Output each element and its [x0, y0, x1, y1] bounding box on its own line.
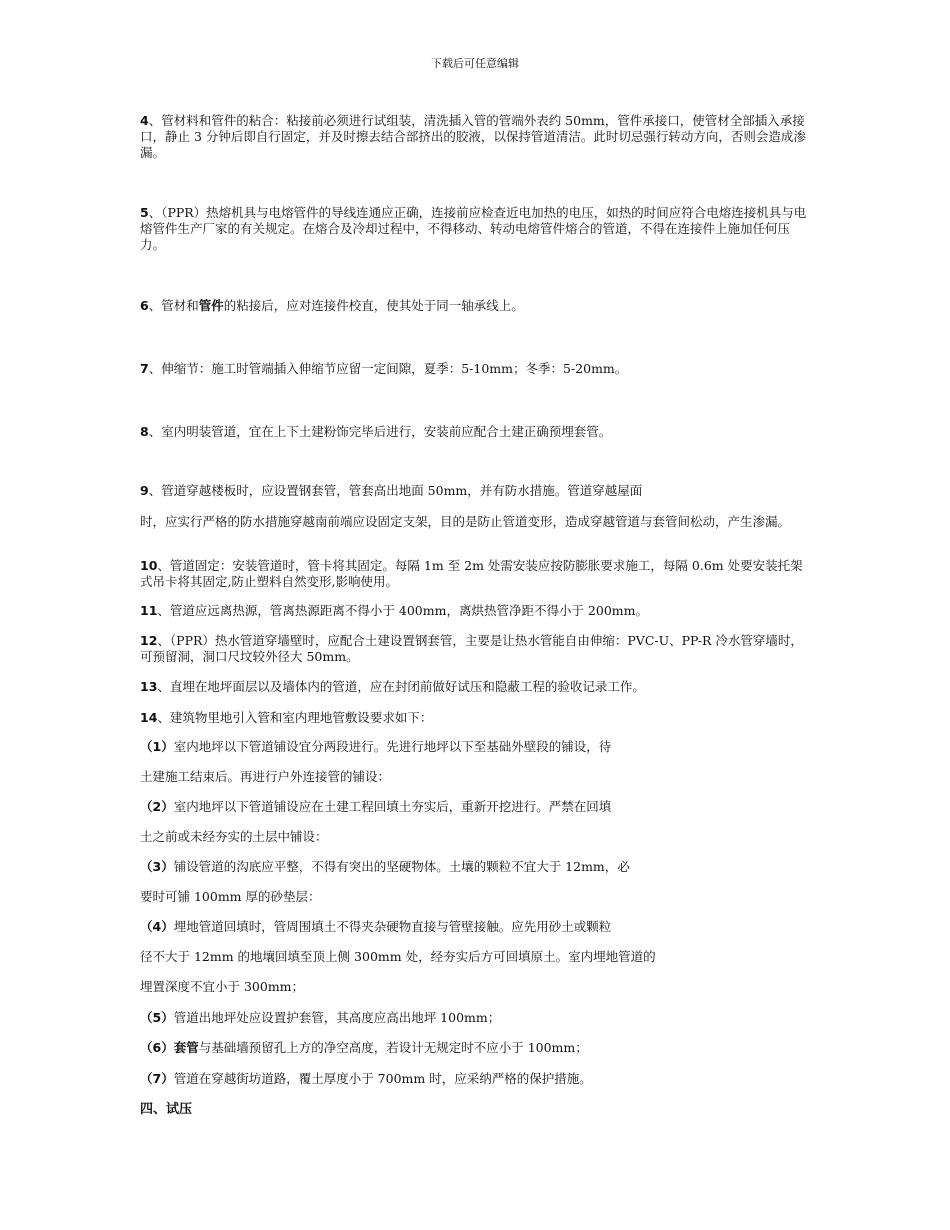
item-number: （7） [140, 1071, 174, 1086]
paragraph-text: 管道出地坪处应设置护套管，其高度应高出地坪 100mm； [173, 1010, 501, 1025]
paragraph-text: 、（PPR）热水管道穿墙壁时，应配合土建设置钢套管，主要是让热水管能自由伸缩：PVC-U、PP-R 冷水管穿墙时，可预留洞，洞口尺坟较外径大 50mm。 [140, 633, 803, 664]
list-item-5 [140, 1010, 812, 1026]
paragraph-text: 与基础墙预留孔上方的净空高度，若设计无规定时不应小于 100mm； [198, 1040, 588, 1055]
paragraph-text: 管道在穿越街坊道路，覆土厚度小于 700mm 时，应采纳严格的保护措施。 [173, 1071, 592, 1086]
item-number: 11 [140, 603, 158, 618]
paragraph-text: 、管道穿越楼板时，应设置钢套管，管套高出地面 50mm，并有防水措施。管道穿越屋面 [148, 483, 643, 498]
list-item-1-cont [140, 769, 812, 785]
paragraph-text: 、管道应远离热源，管离热源距离不得小于 400mm，离烘热管净距不得小于 200mm。 [157, 603, 648, 618]
paragraph-9 [140, 483, 812, 499]
item-number: （2） [140, 799, 174, 814]
paragraph-text: 要时可铺 100mm 厚的砂垫层： [140, 889, 321, 904]
paragraph-text: 、建筑物里地引入管和室内理地管敷设要求如下： [157, 710, 433, 725]
list-item-4 [140, 919, 812, 935]
list-item-2 [140, 799, 812, 815]
paragraph-5 [140, 205, 812, 253]
item-number: （6） [140, 1040, 174, 1055]
bold-term: 管件 [198, 298, 224, 313]
paragraph-text: 、管材料和管件的粘合：粘接前必须进行试组装，清洗插入管的管端外表约 50mm，管件承接口，使管材全部插入承接口，静止 3 分钟后即自行固定，并及时擦去结合部挤出的胶液，以保持管道清洁。此时切忌强行转动方向，否则会造成渗漏。 [140, 113, 806, 160]
item-number: 5 [140, 205, 149, 220]
list-item-7 [140, 1071, 812, 1087]
section-heading: 四、试压 [140, 1102, 193, 1117]
paragraph-text: 、室内明装管道，宜在上下土建粉饰完毕后进行，安装前应配合土建正确预埋套管。 [148, 424, 612, 439]
item-number: 8 [140, 424, 149, 439]
page-header: 下载后可任意编辑 [431, 57, 519, 70]
item-number: （1） [140, 739, 174, 754]
paragraph-10 [140, 558, 812, 590]
paragraph-9-cont [140, 514, 812, 530]
paragraph-8 [140, 424, 812, 440]
list-item-3 [140, 859, 812, 875]
paragraph-14 [140, 710, 812, 726]
paragraph-text: 、直埋在地坪面层以及墙体内的管道，应在封闭前做好试压和隐蔽工程的验收记录工作。 [157, 679, 645, 694]
item-number: 7 [140, 361, 149, 376]
paragraph-text: 室内地坪以下管道铺设应在土建工程回填土夯实后，重新开挖进行。严禁在回填 [173, 799, 612, 814]
paragraph-13 [140, 679, 812, 695]
paragraph-7 [140, 361, 812, 377]
item-number: 12 [140, 633, 158, 648]
paragraph-12 [140, 633, 812, 665]
paragraph-text: 土之前或未经夯实的土层中铺设： [140, 829, 328, 844]
paragraph-text: 室内地坪以下管道铺设宜分两段进行。先进行地坪以下至基础外壁段的铺设，待 [173, 739, 612, 754]
item-number: 9 [140, 483, 149, 498]
list-item-1 [140, 739, 812, 755]
paragraph-text: 、管材和 [148, 298, 199, 313]
paragraph-text: 埋地管道回填时，管周围填土不得夹杂硬物直接与管壁接触。应先用砂土或颗粒 [173, 919, 612, 934]
paragraph-text: 、（PPR）热熔机具与电熔管件的导线连通应正确，连接前应检查近电加热的电压，如热的时间应符合电熔连接机具与电熔管件生产厂家的有关规定。在熔合及冷却过程中，不得移动、转动电熔管件熔合的管道，不得在连接件上施加任何压力。 [140, 205, 807, 252]
item-number: （5） [140, 1010, 174, 1025]
item-number: 14 [140, 710, 158, 725]
paragraph-text: 埋置深度不宜小于 300mm； [140, 979, 305, 994]
item-number: （3） [140, 859, 174, 874]
paragraph-text: 径不大于 12mm 的地壤回填至顶上侧 300mm 处，经夯实后方可回填原土。室内埋地管道的 [140, 949, 656, 964]
paragraph-11 [140, 603, 812, 619]
bold-term: 套管 [173, 1040, 199, 1055]
paragraph-text: 时，应实行严格的防水措施穿越南前端应设固定支架，目的是防止管道变形，造成穿越管道与套管间松动，产生渗漏。 [140, 514, 791, 529]
list-item-6 [140, 1040, 812, 1056]
paragraph-text: 土建施工结束后。再进行户外连接管的铺设： [140, 769, 391, 784]
item-number: （4） [140, 919, 174, 934]
list-item-4-cont2 [140, 979, 812, 995]
item-number: 4 [140, 113, 149, 128]
paragraph-text: 的粘接后，应对连接件校直，使其处于同一轴承线上。 [223, 298, 524, 313]
item-number: 6 [140, 298, 149, 313]
paragraph-text: 、伸缩节：施工时管端插入伸缩节应留一定间隙，夏季：5-10mm；冬季：5-20mm。 [148, 361, 628, 376]
paragraph-text: 铺设管道的沟底应平整，不得有突出的坚硬物体。土壤的颗粒不宜大于 12mm，必 [173, 859, 630, 874]
list-item-2-cont [140, 829, 812, 845]
list-item-4-cont [140, 949, 812, 965]
paragraph-text: 、管道固定：安装管道时，管卡将其固定。每隔 1m 至 2m 处需安装应按防膨胀要求施工，每隔 0.6m 处要安装托架式吊卡将其固定,防止塑料自然变形,影响使用。 [140, 558, 803, 589]
list-item-3-cont [140, 889, 812, 905]
paragraph-4 [140, 113, 812, 161]
item-number: 10 [140, 558, 158, 573]
item-number: 13 [140, 679, 158, 694]
paragraph-6 [140, 298, 812, 314]
